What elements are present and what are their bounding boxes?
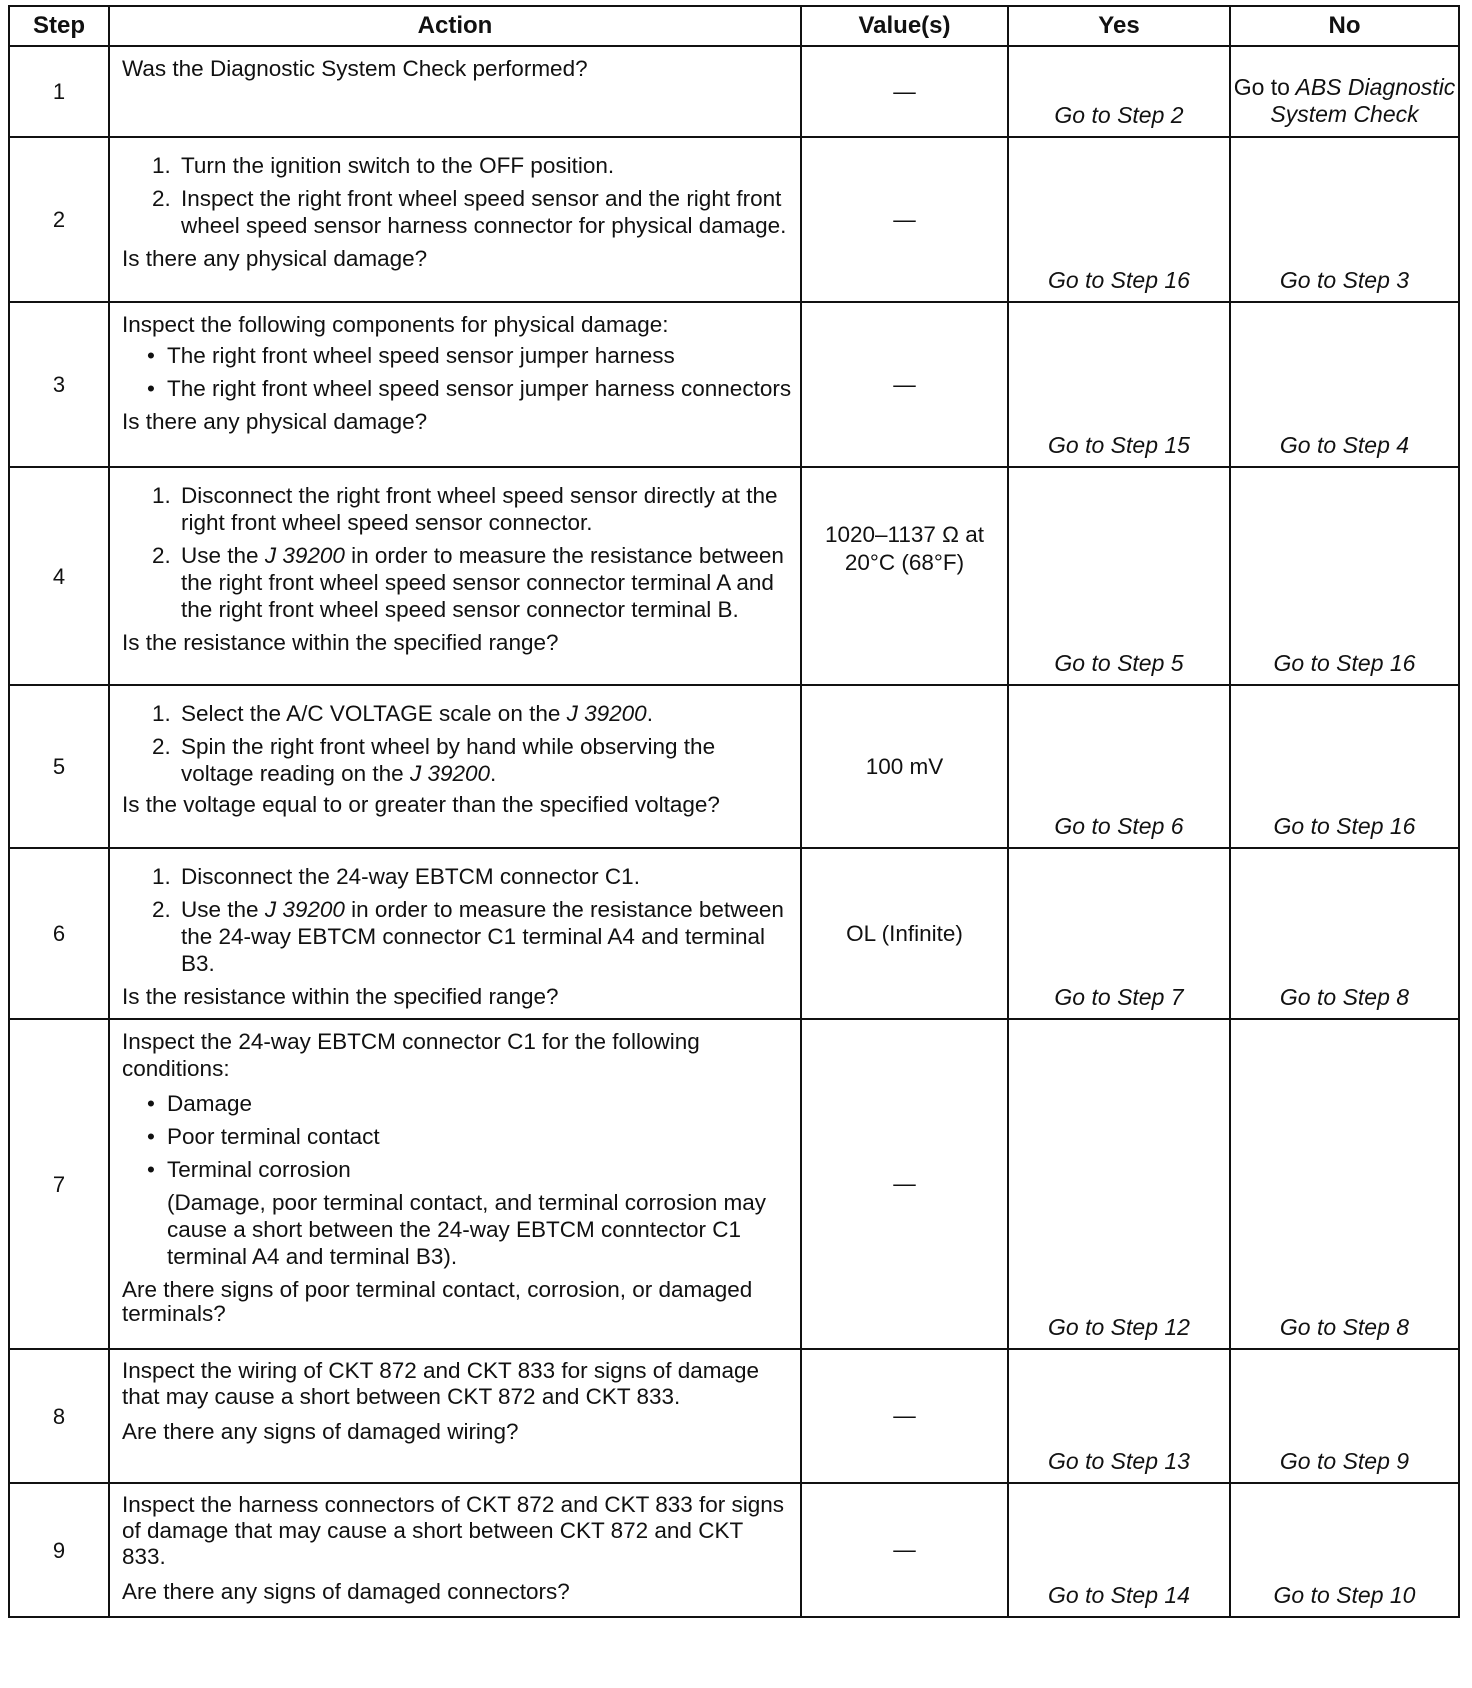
no-cell bbox=[1230, 467, 1459, 685]
no-goto: Go to Step 8 bbox=[1279, 984, 1410, 1010]
yes-cell bbox=[1008, 302, 1230, 467]
action-note: (Damage, poor terminal contact, and terminal corrosion may cause a short between the 24-way EBTCM conntector C1 terminal A4 and terminal B3). bbox=[167, 1190, 767, 1269]
step-number: 8 bbox=[9, 1349, 109, 1483]
action-steps bbox=[122, 700, 792, 787]
no-goto: Go to Step 8 bbox=[1279, 1314, 1410, 1340]
action-cell bbox=[109, 46, 801, 137]
action-cell bbox=[109, 1019, 801, 1349]
step-number: 4 bbox=[9, 467, 109, 685]
yes-cell bbox=[1008, 685, 1230, 848]
action-question: Is the resistance within the specified range? bbox=[122, 984, 559, 1009]
value-cell: 100 mV bbox=[801, 685, 1008, 848]
diagnostic-table bbox=[8, 5, 1460, 1618]
action-bullet: • Damage bbox=[167, 1090, 792, 1117]
no-goto: Go to Step 4 bbox=[1279, 432, 1410, 458]
value-cell: — bbox=[801, 137, 1008, 302]
action-question: Are there any signs of damaged connectors? bbox=[122, 1579, 570, 1604]
action-step-text: in order to measure the resistance between the right front wheel speed sensor connector terminal A and the right front wheel speed sensor connector terminal B. bbox=[181, 543, 784, 622]
action-bullets bbox=[122, 342, 792, 402]
step-number: 6 bbox=[9, 848, 109, 1019]
header-row bbox=[9, 6, 1459, 46]
no-cell bbox=[1230, 685, 1459, 848]
yes-cell bbox=[1008, 467, 1230, 685]
action-step bbox=[177, 896, 792, 977]
yes-goto: Go to Step 14 bbox=[1048, 1582, 1190, 1608]
value-line: 20°C (68°F) bbox=[844, 550, 965, 575]
action-steps bbox=[122, 863, 792, 977]
action-step: 2. Inspect the right front wheel speed sensor and the right front wheel speed sensor harness connector for physical damage. bbox=[177, 185, 792, 239]
punctuation: . bbox=[646, 701, 653, 726]
action-steps bbox=[122, 152, 792, 239]
no-cell bbox=[1230, 1349, 1459, 1483]
action-text: Inspect the wiring of CKT 872 and CKT 833 for signs of damage that may cause a short between CKT 872 and CKT 833. bbox=[122, 1358, 760, 1409]
no-goto-prefix: Go to bbox=[1233, 74, 1290, 100]
header-step: Step bbox=[9, 6, 109, 46]
no-cell bbox=[1230, 46, 1459, 137]
action-step: 1. Disconnect the 24-way EBTCM connector C1. bbox=[177, 863, 792, 890]
table-row bbox=[9, 1349, 1459, 1483]
table-row bbox=[9, 685, 1459, 848]
action-cell bbox=[109, 848, 801, 1019]
yes-cell bbox=[1008, 1483, 1230, 1617]
yes-goto: Go to Step 13 bbox=[1048, 1448, 1190, 1474]
action-step-text: Use the bbox=[181, 897, 259, 922]
yes-cell bbox=[1008, 1019, 1230, 1349]
header-no: No bbox=[1230, 6, 1459, 46]
no-goto-target: ABS Diagnostic System Check bbox=[1270, 74, 1456, 127]
action-step: 1. Turn the ignition switch to the OFF position. bbox=[177, 152, 792, 179]
step-number: 9 bbox=[9, 1483, 109, 1617]
action-bullet: • Poor terminal contact bbox=[167, 1123, 792, 1150]
yes-cell bbox=[1008, 46, 1230, 137]
yes-goto: Go to Step 5 bbox=[1054, 650, 1184, 676]
table-row bbox=[9, 302, 1459, 467]
action-question: Is the resistance within the specified range? bbox=[122, 630, 559, 655]
action-text: Inspect the 24-way EBTCM connector C1 for the following conditions: bbox=[122, 1029, 700, 1081]
action-step-text: Select the A/C VOLTAGE scale on the bbox=[181, 701, 561, 726]
action-cell bbox=[109, 137, 801, 302]
yes-goto: Go to Step 15 bbox=[1048, 432, 1190, 458]
action-bullet: • The right front wheel speed sensor jumper harness bbox=[167, 342, 792, 369]
action-bullet: • The right front wheel speed sensor jumper harness connectors bbox=[167, 375, 792, 402]
table-row bbox=[9, 1019, 1459, 1349]
step-number: 7 bbox=[9, 1019, 109, 1349]
value-cell: — bbox=[801, 1483, 1008, 1617]
yes-cell bbox=[1008, 1349, 1230, 1483]
action-cell bbox=[109, 1349, 801, 1483]
no-goto: Go to Step 9 bbox=[1279, 1448, 1410, 1474]
action-cell bbox=[109, 1483, 801, 1617]
no-goto: Go to Step 16 bbox=[1273, 650, 1416, 676]
action-steps bbox=[122, 482, 792, 623]
step-number: 2 bbox=[9, 137, 109, 302]
table-row bbox=[9, 848, 1459, 1019]
yes-goto: Go to Step 16 bbox=[1048, 267, 1190, 293]
action-step bbox=[177, 700, 792, 727]
action-bullet: • Terminal corrosion bbox=[167, 1156, 792, 1183]
value-cell: — bbox=[801, 1349, 1008, 1483]
action-cell bbox=[109, 302, 801, 467]
value-cell: — bbox=[801, 46, 1008, 137]
no-cell bbox=[1230, 302, 1459, 467]
header-action: Action bbox=[109, 6, 801, 46]
step-number: 1 bbox=[9, 46, 109, 137]
header-values: Value(s) bbox=[801, 6, 1008, 46]
action-text: Inspect the following components for physical damage: bbox=[122, 312, 669, 337]
yes-goto: Go to Step 12 bbox=[1048, 1314, 1190, 1340]
value-cell: — bbox=[801, 302, 1008, 467]
action-bullets bbox=[122, 1090, 792, 1183]
action-step-text: Spin the right front wheel by hand while observing the voltage reading on the bbox=[181, 734, 716, 786]
tool-reference: J 39200 bbox=[264, 543, 345, 568]
value-cell: — bbox=[801, 1019, 1008, 1349]
action-question: Is there any physical damage? bbox=[122, 409, 428, 434]
action-question: Are there any signs of damaged wiring? bbox=[122, 1419, 519, 1444]
tool-reference: J 39200 bbox=[409, 761, 491, 786]
action-question: Is there any physical damage? bbox=[122, 246, 428, 271]
no-goto: Go to Step 16 bbox=[1273, 813, 1416, 839]
header-yes: Yes bbox=[1008, 6, 1230, 46]
action-question: Is the voltage equal to or greater than the specified voltage? bbox=[122, 792, 720, 817]
action-cell bbox=[109, 467, 801, 685]
table-row bbox=[9, 1483, 1459, 1617]
punctuation: . bbox=[490, 761, 497, 786]
yes-cell bbox=[1008, 137, 1230, 302]
action-step bbox=[177, 542, 792, 623]
yes-goto: Go to Step 6 bbox=[1054, 813, 1184, 839]
step-number: 3 bbox=[9, 302, 109, 467]
yes-goto: Go to Step 7 bbox=[1054, 984, 1184, 1010]
action-step bbox=[177, 733, 792, 787]
no-cell bbox=[1230, 137, 1459, 302]
no-cell bbox=[1230, 1019, 1459, 1349]
action-question: Are there signs of poor terminal contact, corrosion, or damaged terminals? bbox=[122, 1277, 753, 1326]
action-step-text: Use the bbox=[181, 543, 259, 568]
action-step-text: in order to measure the resistance between the 24-way EBTCM connector C1 terminal A4 and terminal B3. bbox=[181, 897, 784, 976]
value-cell: OL (Infinite) bbox=[801, 848, 1008, 1019]
action-text: Inspect the harness connectors of CKT 872 and CKT 833 for signs of damage that may cause a short between CKT 872 and CKT 833. bbox=[122, 1492, 785, 1569]
yes-goto: Go to Step 2 bbox=[1054, 102, 1184, 128]
value-cell bbox=[801, 467, 1008, 685]
tool-reference: J 39200 bbox=[264, 897, 345, 922]
table-row bbox=[9, 467, 1459, 685]
no-cell bbox=[1230, 1483, 1459, 1617]
action-step: 1. Disconnect the right front wheel speed sensor directly at the right front wheel speed sensor connector. bbox=[177, 482, 792, 536]
action-text: Was the Diagnostic System Check performed? bbox=[122, 56, 588, 81]
table-row bbox=[9, 137, 1459, 302]
no-goto: Go to Step 10 bbox=[1273, 1582, 1416, 1608]
no-goto: Go to Step 3 bbox=[1279, 267, 1410, 293]
no-goto bbox=[1231, 74, 1458, 128]
action-cell bbox=[109, 685, 801, 848]
table-row bbox=[9, 46, 1459, 137]
tool-reference: J 39200 bbox=[566, 701, 647, 726]
step-number: 5 bbox=[9, 685, 109, 848]
yes-cell bbox=[1008, 848, 1230, 1019]
no-cell bbox=[1230, 848, 1459, 1019]
value-line: 1020–1137 Ω at bbox=[824, 522, 985, 547]
